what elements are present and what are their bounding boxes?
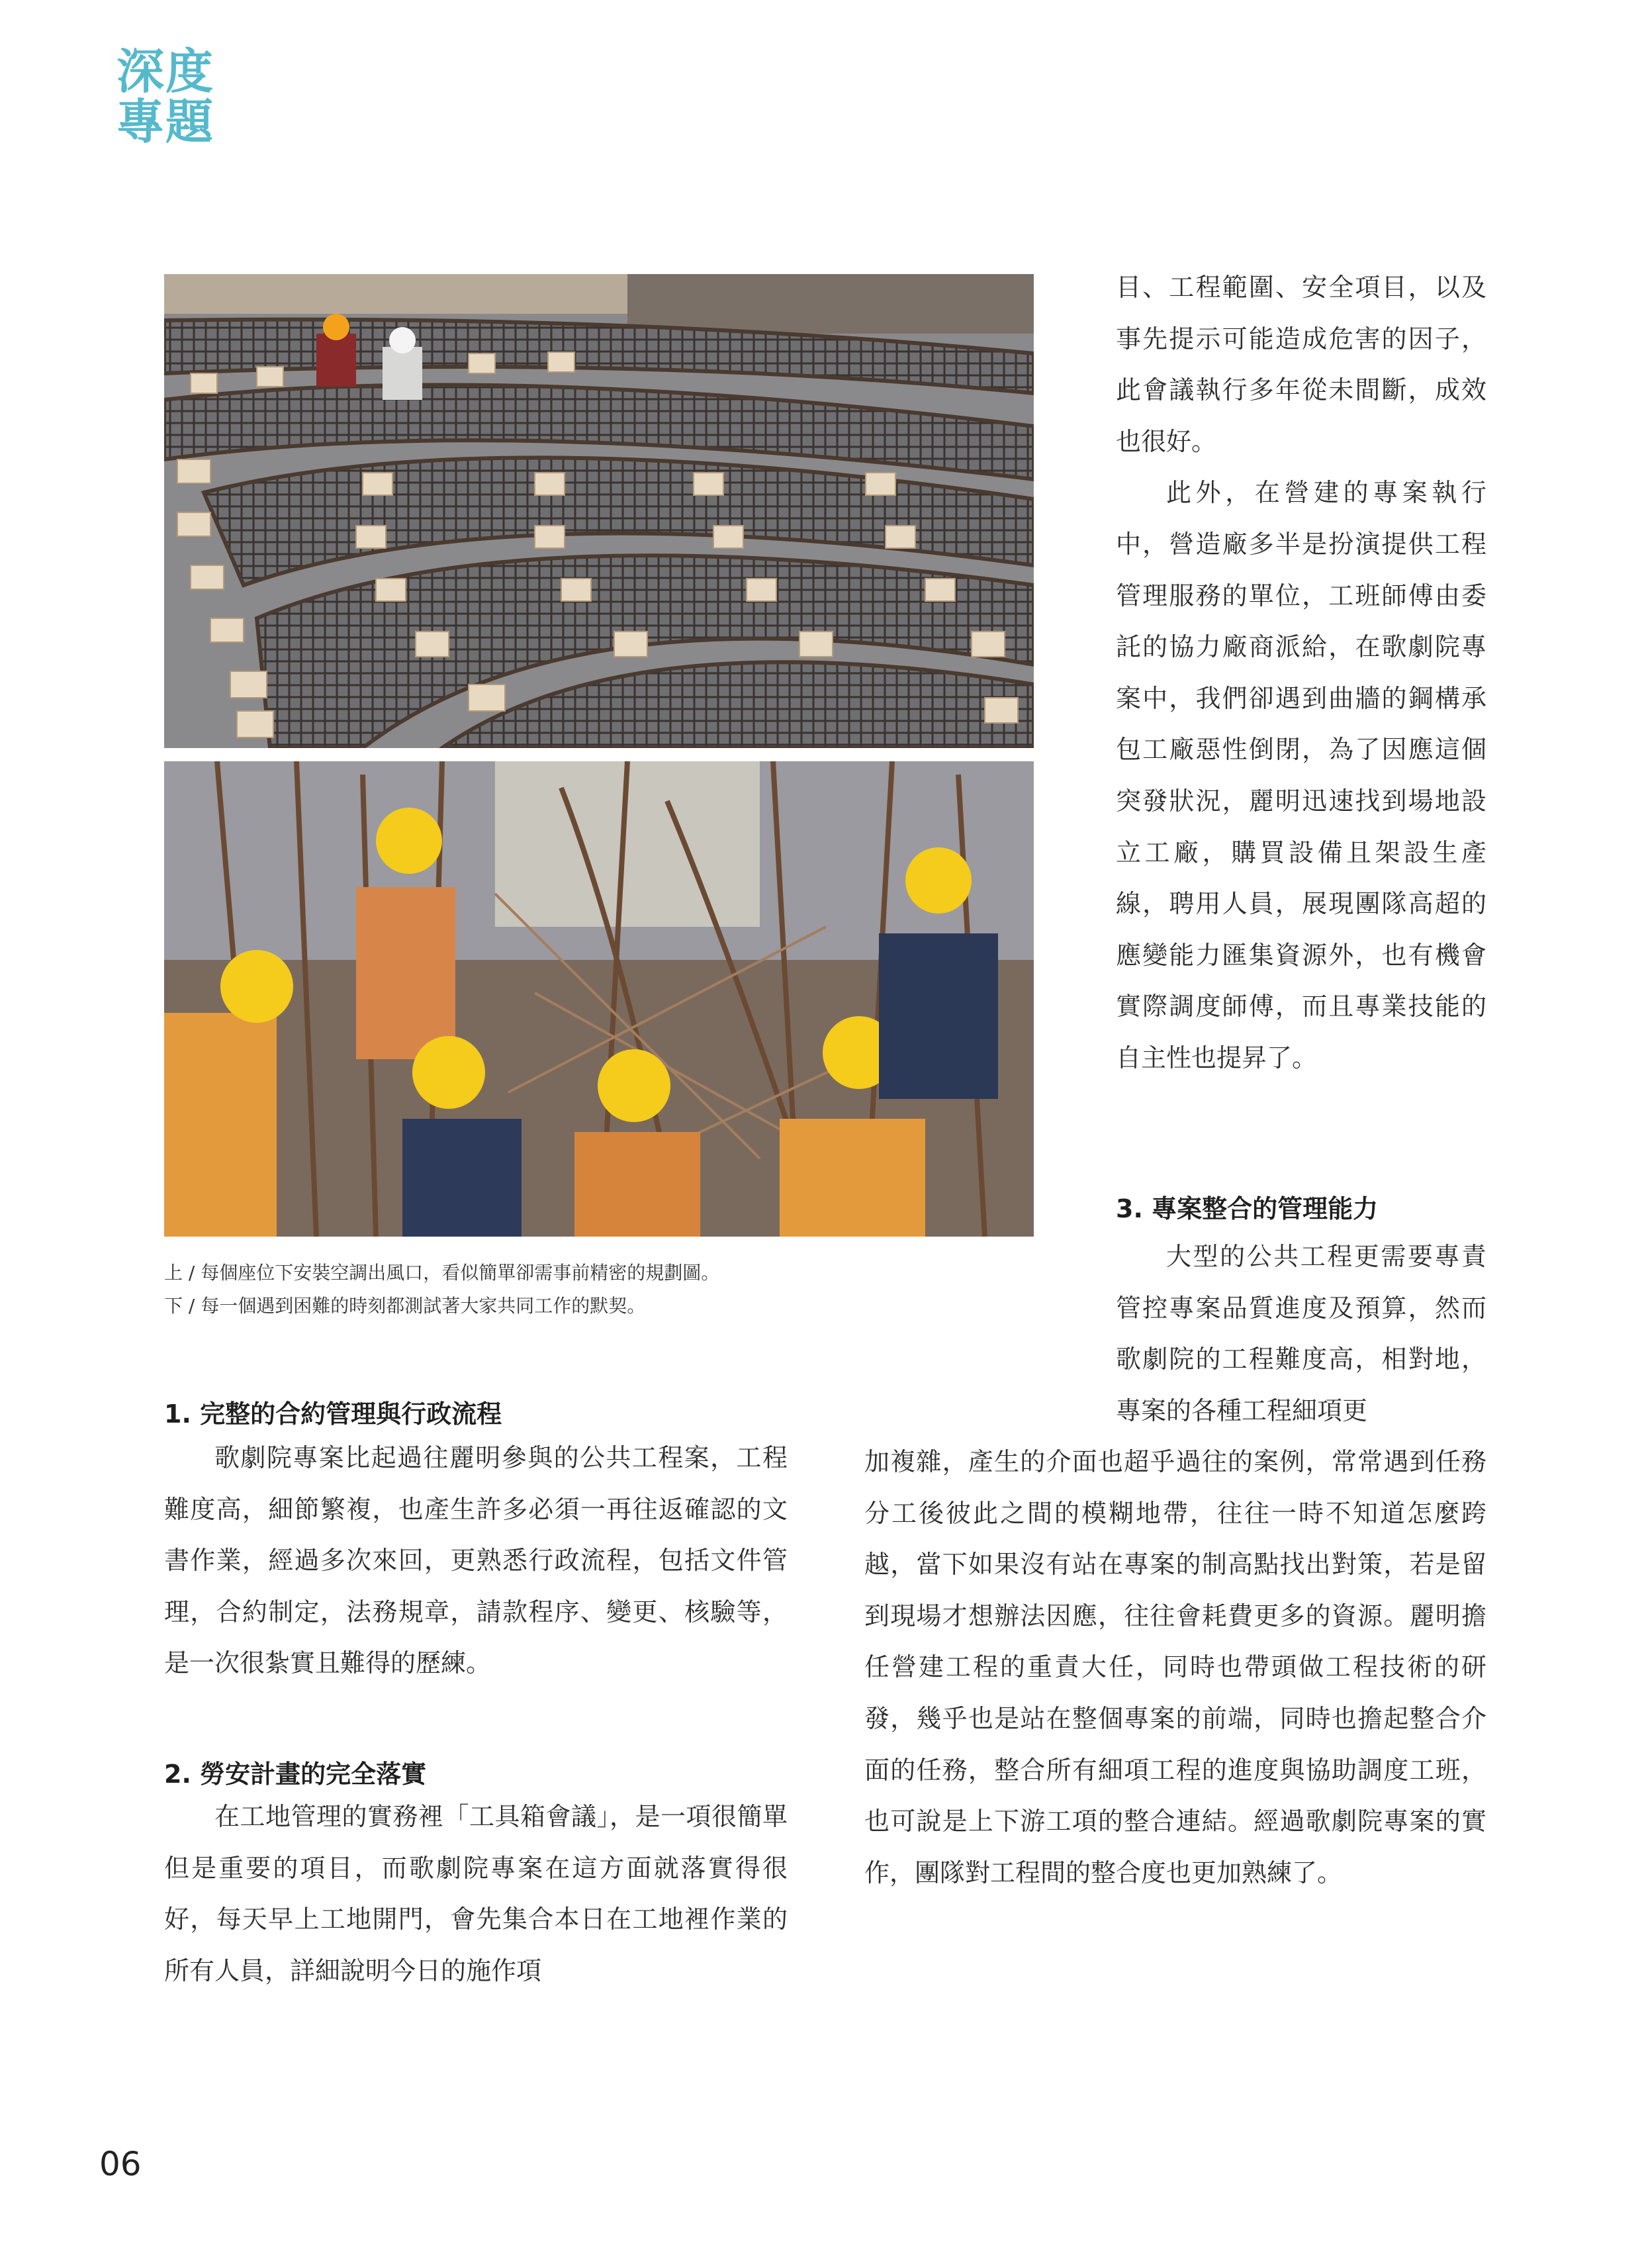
section-3-paragraph-continued: 加複雜，產生的介面也超乎過往的案例，常常遇到任務分工後彼此之間的模糊地帶，往往一時不知道怎麼跨越，當下如果沒有站在專案的制高點找出對策，若是留到現場才想辦法因應，往往會耗費更多的資源。麗明擔任營建工程的重責大任，同時也帶頭做工程技術的研發，幾乎也是站在整個專案的前端，同時也擔起整合介面的任務，整合所有細項工程的進度與協助調度工班，也可說是上下游工項的整合連結。經過歌劇院專案的實作，團隊對工程間的整合度也更加熟練了。 — [864, 1447, 1486, 1887]
page-number: 06 — [99, 2145, 142, 2183]
section-1-heading: 1. 完整的合約管理與行政流程 — [164, 1399, 502, 1429]
photo-caption — [164, 1256, 1038, 1323]
workers-rebar-cage-photo — [164, 761, 1034, 1237]
section-tag — [116, 43, 215, 150]
section-3-heading: 3. 專案整合的管理能力 — [1116, 1194, 1379, 1223]
section-3-body-narrow — [1116, 1231, 1486, 1437]
section-2-heading: 2. 勞安計畫的完全落實 — [164, 1760, 427, 1789]
right-paragraph-1: 目、工程範圍、安全項目，以及事先提示可能造成危害的因子，此會議執行多年從未間斷，成效也很好。 — [1116, 273, 1486, 456]
section-1-body — [164, 1433, 788, 1689]
section-3-paragraph-start: 大型的公共工程更需要專責管控專案品質進度及預算，然而歌劇院的工程難度高，相對地，專案的各種工程細項更 — [1116, 1242, 1486, 1425]
section-2-body — [164, 1791, 788, 1997]
caption-top: 上 / 每個座位下安裝空調出風口，看似簡單卻需事前精密的規劃圖。 — [164, 1262, 720, 1284]
construction-seating-rebar-photo — [164, 274, 1034, 748]
section-2-paragraph: 在工地管理的實務裡「工具箱會議」，是一項很簡單但是重要的項目，而歌劇院專案在這方面就落實得很好，每天早上工地開門，會先集合本日在工地裡作業的所有人員，詳細說明今日的施作項 — [164, 1802, 788, 1985]
section-3-body-wide — [864, 1437, 1486, 1899]
section-1-paragraph: 歌劇院專案比起過往麗明參與的公共工程案，工程難度高，細節繁複，也產生許多必須一再往返確認的文書作業，經過多次來回，更熟悉行政流程，包括文件管理，合約制定，法務規章，請款程序、變更、核驗等，是一次很紮實且難得的歷練。 — [164, 1443, 788, 1678]
right-paragraph-2: 此外，在營建的專案執行中，營造廠多半是扮演提供工程管理服務的單位，工班師傅由委託的協力廠商派給，在歌劇院專案中，我們卻遇到曲牆的鋼構承包工廠惡性倒閉，為了因應這個突發狀況，麗明迅速找到場地設立工廠，購買設備且架設生產線，聘用人員，展現團隊高超的應變能力匯集資源外，也有機會實際調度師傅，而且專業技能的自主性也提昇了。 — [1116, 478, 1486, 1072]
right-column-upper — [1116, 262, 1486, 1084]
section-tag-line1: 深度 — [116, 43, 215, 99]
section-tag-line2: 專題 — [116, 93, 215, 150]
caption-bottom: 下 / 每一個遇到困難的時刻都測試著大家共同工作的默契。 — [164, 1295, 646, 1317]
